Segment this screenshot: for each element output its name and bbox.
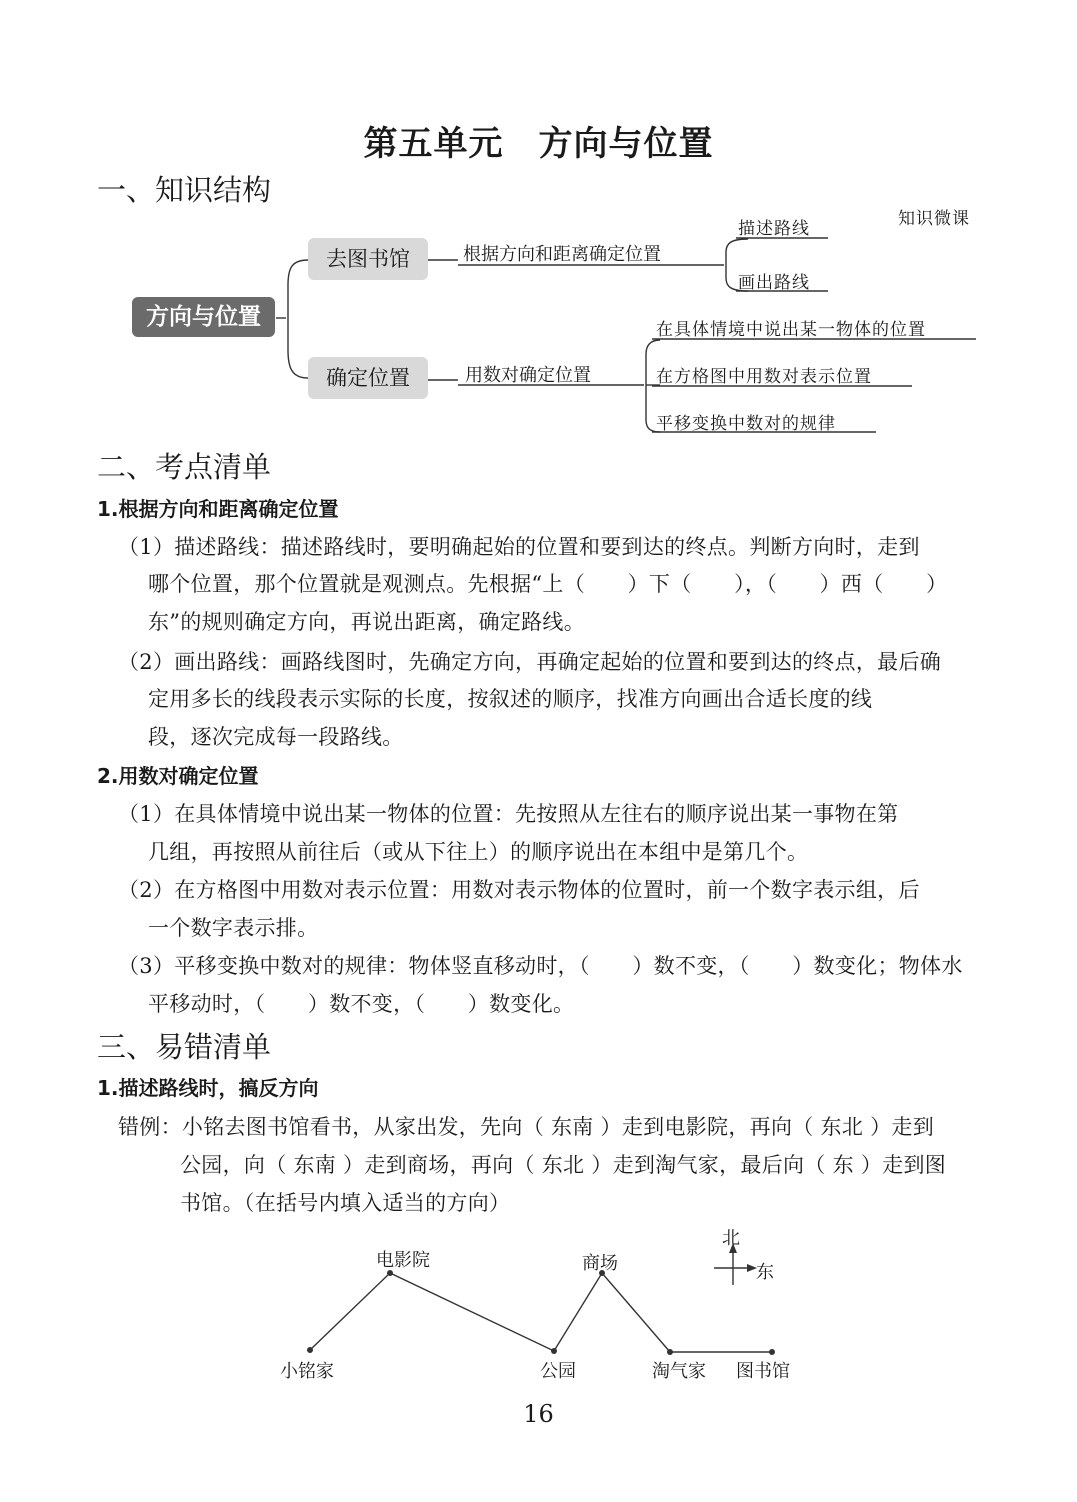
mindmap-leaf-translation: 平移变换中数对的规律	[656, 414, 836, 434]
exam-point-2-heading: 2.用数对确定位置	[97, 764, 259, 788]
mindmap-leaf-draw-route: 画出路线	[738, 273, 810, 293]
exam-point-2-2-line-2: 一个数字表示排。	[148, 916, 319, 940]
page-title: 第五单元 方向与位置	[363, 124, 714, 164]
mindmap-mid-number-pair: 用数对确定位置	[465, 365, 591, 386]
mindmap-leaf-grid: 在方格图中用数对表示位置	[656, 367, 872, 387]
exam-point-1-heading: 1.根据方向和距离确定位置	[97, 497, 339, 521]
exam-point-1-1-line-2: 哪个位置，那个位置就是观测点。先根据“上（ ）下（ ），（ ）西（ ）	[148, 572, 948, 596]
page-number: 16	[523, 1400, 554, 1428]
mindmap-branch-position: 确定位置	[308, 357, 428, 399]
error-example-line-3: 书馆。（在括号内填入适当的方向）	[180, 1191, 511, 1215]
mindmap-leaf-situation: 在具体情境中说出某一物体的位置	[656, 320, 926, 340]
exam-point-2-3-line-1: （3）平移变换中数对的规律：物体竖直移动时，（ ）数不变，（ ）数变化；物体水	[118, 954, 963, 978]
place-label-mall: 商场	[582, 1253, 618, 1274]
compass-north-label: 北	[722, 1228, 740, 1249]
mindmap-root: 方向与位置	[132, 297, 275, 337]
exam-point-1-2-line-2: 定用多长的线段表示实际的长度，按叙述的顺序，找准方向画出合适长度的线	[148, 687, 873, 711]
place-label-cinema: 电影院	[376, 1250, 430, 1271]
section-heading-knowledge-structure: 一、知识结构	[97, 173, 272, 207]
exam-point-1-1-line-1: （1）描述路线：描述路线时，要明确起始的位置和要到达的终点。判断方向时，走到	[118, 535, 920, 559]
mindmap-leaf-describe-route: 描述路线	[738, 219, 810, 239]
error-1-heading: 1.描述路线时，搞反方向	[97, 1076, 319, 1100]
mindmap-branch-library: 去图书馆	[308, 238, 428, 280]
error-example-line-1: 错例：小铭去图书馆看书，从家出发，先向（ 东南 ）走到电影院，再向（ 东北 ）走到	[118, 1115, 934, 1139]
section-heading-common-errors: 三、易错清单	[97, 1030, 272, 1064]
mindmap-mid-direction-distance: 根据方向和距离确定位置	[463, 244, 661, 265]
place-label-park: 公园	[540, 1361, 576, 1382]
exam-point-1-1-line-3: 东”的规则确定方向，再说出距离，确定路线。	[148, 610, 586, 634]
exam-point-2-1-line-2: 几组，再按照从前往后（或从下往上）的顺序说出在本组中是第几个。	[148, 840, 809, 864]
place-label-xiaoming-home: 小铭家	[280, 1361, 334, 1382]
section-heading-exam-points: 二、考点清单	[97, 450, 272, 484]
exam-point-2-1-line-1: （1）在具体情境中说出某一物体的位置：先按照从左往右的顺序说出某一事物在第	[118, 802, 899, 826]
exam-point-2-3-line-2: 平移动时，（ ）数不变，（ ）数变化。	[148, 992, 575, 1016]
exam-point-2-2-line-1: （2）在方格图中用数对表示位置：用数对表示物体的位置时，前一个数字表示组，后	[118, 878, 920, 902]
place-label-taoqi-home: 淘气家	[652, 1361, 706, 1382]
compass-east-label: 东	[756, 1262, 774, 1283]
place-label-library: 图书馆	[736, 1361, 790, 1382]
exam-point-1-2-line-1: （2）画出路线：画路线图时，先确定方向，再确定起始的位置和要到达的终点，最后确	[118, 650, 942, 674]
exam-point-1-2-line-3: 段，逐次完成每一段路线。	[148, 725, 404, 749]
micro-lesson-badge[interactable]: 知识微课	[898, 209, 970, 229]
error-example-line-2: 公园，向（ 东南 ）走到商场，再向（ 东北 ）走到淘气家，最后向（ 东 ）走到图	[180, 1153, 947, 1177]
